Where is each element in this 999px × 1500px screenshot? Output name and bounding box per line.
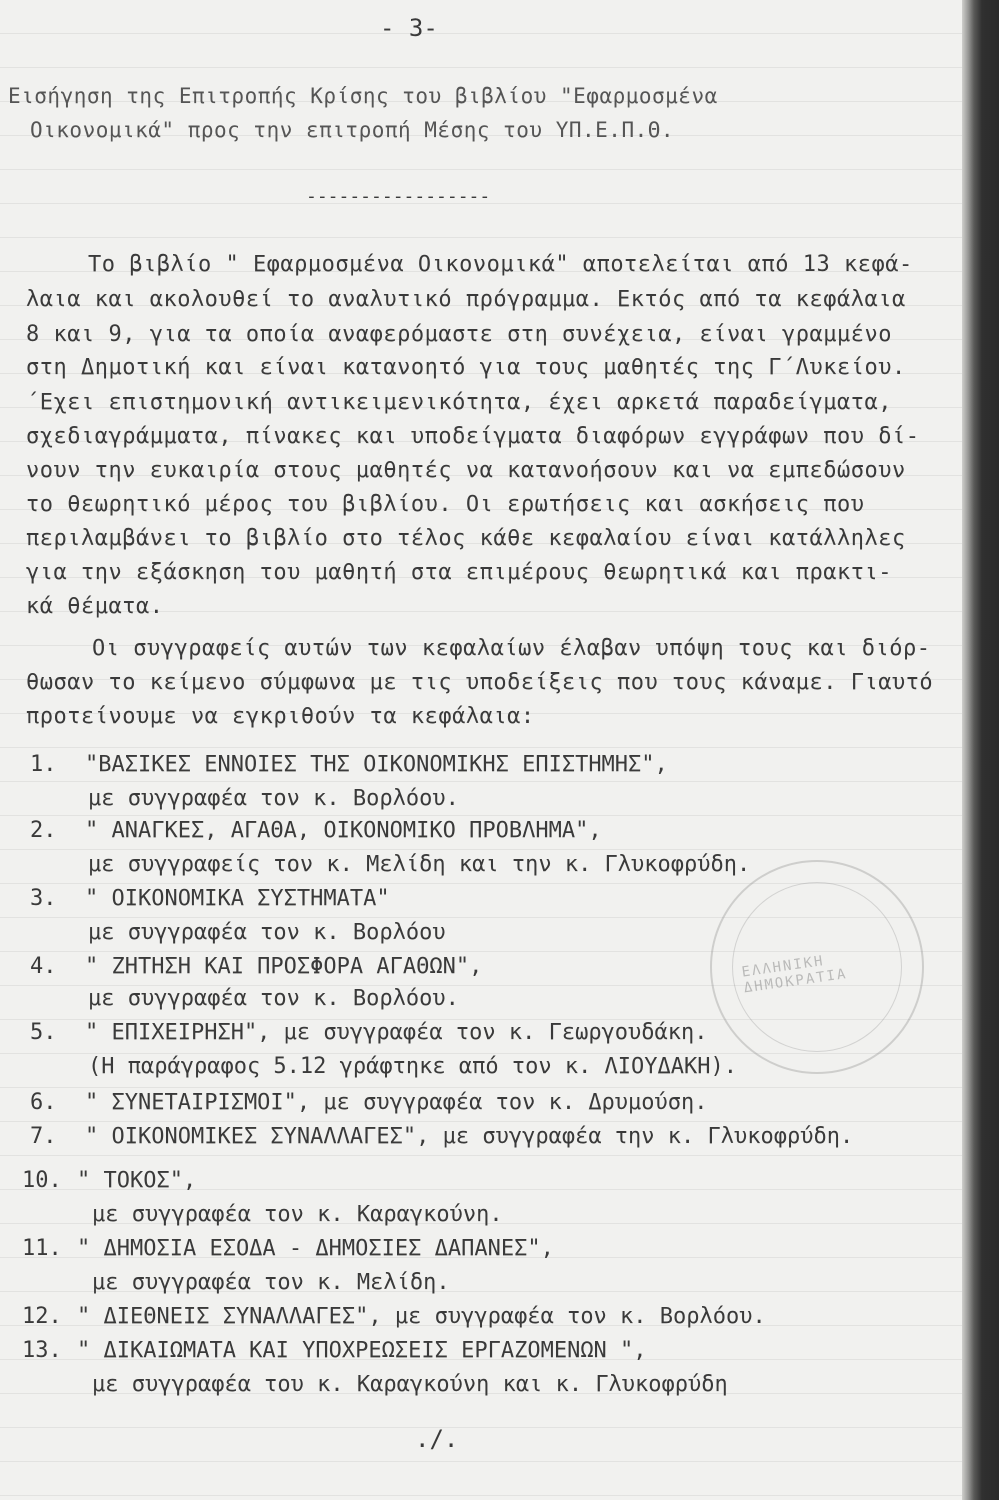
official-stamp	[710, 860, 924, 1074]
paragraph1-line: κά θέματα.	[26, 594, 164, 619]
list-item	[22, 1304, 766, 1329]
list-item-author: με συγγραφέα του κ. Καραγκούνη και κ. Γλυκοφρύδη	[92, 1372, 728, 1397]
list-item-title: "ΒΑΣΙΚΕΣ ΕΝΝΟΙΕΣ ΤΗΣ ΟΙΚΟΝΟΜΙΚΗΣ ΕΠΙΣΤΗΜΗΣ",	[85, 752, 668, 777]
title-line-2: Οικονομικά" προς την επιτροπή Μέσης του ΥΠ.Ε.Π.Θ.	[30, 118, 675, 142]
list-item-author: με συγγραφείς τον κ. Μελίδη και την κ. Γλυκοφρύδη.	[88, 852, 751, 877]
list-item-author: με συγγραφέα τον κ. Μελίδη.	[92, 1270, 450, 1295]
list-item-number: 2.	[30, 818, 57, 843]
list-item-title: " ΣΥΝΕΤΑΙΡΙΣΜΟΙ", με συγγραφέα τον κ. Δρυμούση.	[85, 1090, 708, 1115]
paragraph1-line: 8 και 9, για τα οποία αναφερόμαστε στη συνέχεια, είναι γραμμένο	[26, 322, 892, 347]
paragraph2-line: προτείνουμε να εγκριθούν τα κεφάλαια:	[26, 704, 535, 729]
list-item-number: 1.	[30, 752, 57, 777]
list-item-number: 7.	[30, 1124, 57, 1149]
list-item-author: με συγγραφέα τον κ. Βορλόου.	[88, 986, 459, 1011]
list-item-title: " ΑΝΑΓΚΕΣ, ΑΓΑΘΑ, ΟΙΚΟΝΟΜΙΚΟ ΠΡΟΒΛΗΜΑ",	[85, 818, 602, 843]
separator-line: -----------------	[306, 186, 491, 207]
list-item-number: 11.	[22, 1236, 62, 1261]
list-item-author: με συγγραφέα τον κ. Βορλόου.	[88, 786, 459, 811]
paragraph1-line: το θεωρητικό μέρος του βιβλίου. Οι ερωτήσεις και ασκήσεις που	[26, 492, 865, 517]
list-item-number: 5.	[30, 1020, 57, 1045]
list-item	[30, 752, 668, 777]
list-item	[22, 1236, 554, 1261]
list-item-title: " ΔΙΚΑΙΩΜΑΤΑ ΚΑΙ ΥΠΟΧΡΕΩΣΕΙΣ ΕΡΓΑΖΟΜΕΝΩΝ ",	[77, 1338, 647, 1363]
list-item-number: 3.	[30, 886, 57, 911]
list-item-title: " ΔΗΜΟΣΙΑ ΕΣΟΔΑ - ΔΗΜΟΣΙΕΣ ΔΑΠΑΝΕΣ",	[77, 1236, 554, 1261]
paragraph1-line: περιλαμβάνει το βιβλίο στο τέλος κάθε κεφαλαίου είναι κατάλληλες	[26, 526, 906, 551]
list-item	[22, 1338, 647, 1363]
paragraph1-line: λαια και ακολουθεί το αναλυτικό πρόγραμμα. Εκτός από τα κεφάλαια	[26, 287, 906, 312]
list-item-note: (Η παράγραφος 5.12 γράφτηκε από τον κ. ΛΙΟΥΔΑΚΗ).	[88, 1054, 738, 1079]
binding-edge	[962, 0, 999, 1500]
list-item-number: 10.	[22, 1168, 62, 1193]
paragraph1-line: νουν την ευκαιρία στους μαθητές να κατανοήσουν και να εμπεδώσουν	[26, 458, 906, 483]
paragraph2-line: θωσαν το κείμενο σύμφωνα με τις υποδείξεις που τους κάναμε. Γιαυτό	[26, 670, 934, 695]
list-item	[30, 954, 482, 979]
page-number: - 3-	[380, 14, 438, 42]
title-line-1: Εισήγηση της Επιτροπής Κρίσης του βιβλίου "Εφαρμοσμένα	[8, 84, 718, 108]
list-item-number: 4.	[30, 954, 57, 979]
list-item-author: με συγγραφέα τον κ. Καραγκούνη.	[92, 1202, 503, 1227]
paragraph1-line: στη Δημοτική και είναι κατανοητό για τους μαθητές της Γ΄Λυκείου.	[26, 355, 906, 380]
list-item-title: " ΖΗΤΗΣΗ ΚΑΙ ΠΡΟΣΦΟΡΑ ΑΓΑΘΩΝ",	[85, 954, 483, 979]
continuation-mark: ./.	[415, 1425, 459, 1453]
list-item-title: " ΟΙΚΟΝΟΜΙΚΑ ΣΥΣΤΗΜΑΤΑ"	[85, 886, 390, 911]
stamp-text: ΕΛΛΗΝΙΚΗ ΔΗΜΟΚΡΑΤΙΑ	[740, 953, 849, 997]
paragraph2-line: Οι συγγραφείς αυτών των κεφαλαίων έλαβαν υπόψη τους και διόρ-	[92, 636, 931, 661]
list-item-title: " ΟΙΚΟΝΟΜΙΚΕΣ ΣΥΝΑΛΛΑΓΕΣ", με συγγραφέα την κ. Γλυκοφρύδη.	[85, 1124, 854, 1149]
list-item	[30, 886, 390, 911]
paragraph1-line: σχεδιαγράμματα, πίνακες και υποδείγματα διαφόρων εγγράφων που δί-	[26, 424, 920, 449]
paragraph1-line: ΄Εχει επιστημονική αντικειμενικότητα, έχει αρκετά παραδείγματα,	[26, 390, 892, 415]
list-item-author: με συγγραφέα τον κ. Βορλόου	[88, 920, 446, 945]
paragraph1-line: Το βιβλίο " Εφαρμοσμένα Οικονομικά" αποτελείται από 13 κεφά-	[88, 252, 913, 277]
list-item-title: " ΤΟΚΟΣ",	[77, 1168, 197, 1193]
list-item	[22, 1168, 196, 1193]
list-item-title: " ΔΙΕΘΝΕΙΣ ΣΥΝΑΛΛΑΓΕΣ", με συγγραφέα τον κ. Βορλόου.	[77, 1304, 766, 1329]
list-item	[30, 1124, 853, 1149]
list-item-number: 6.	[30, 1090, 57, 1115]
list-item	[30, 818, 602, 843]
list-item-number: 12.	[22, 1304, 62, 1329]
list-item-title: " ΕΠΙΧΕΙΡΗΣΗ", με συγγραφέα τον κ. Γεωργουδάκη.	[85, 1020, 708, 1045]
list-item-number: 13.	[22, 1338, 62, 1363]
paragraph1-line: για την εξάσκηση του μαθητή στα επιμέρους θεωρητικά και πρακτι-	[26, 560, 892, 585]
list-item	[30, 1090, 708, 1115]
list-item	[30, 1020, 708, 1045]
